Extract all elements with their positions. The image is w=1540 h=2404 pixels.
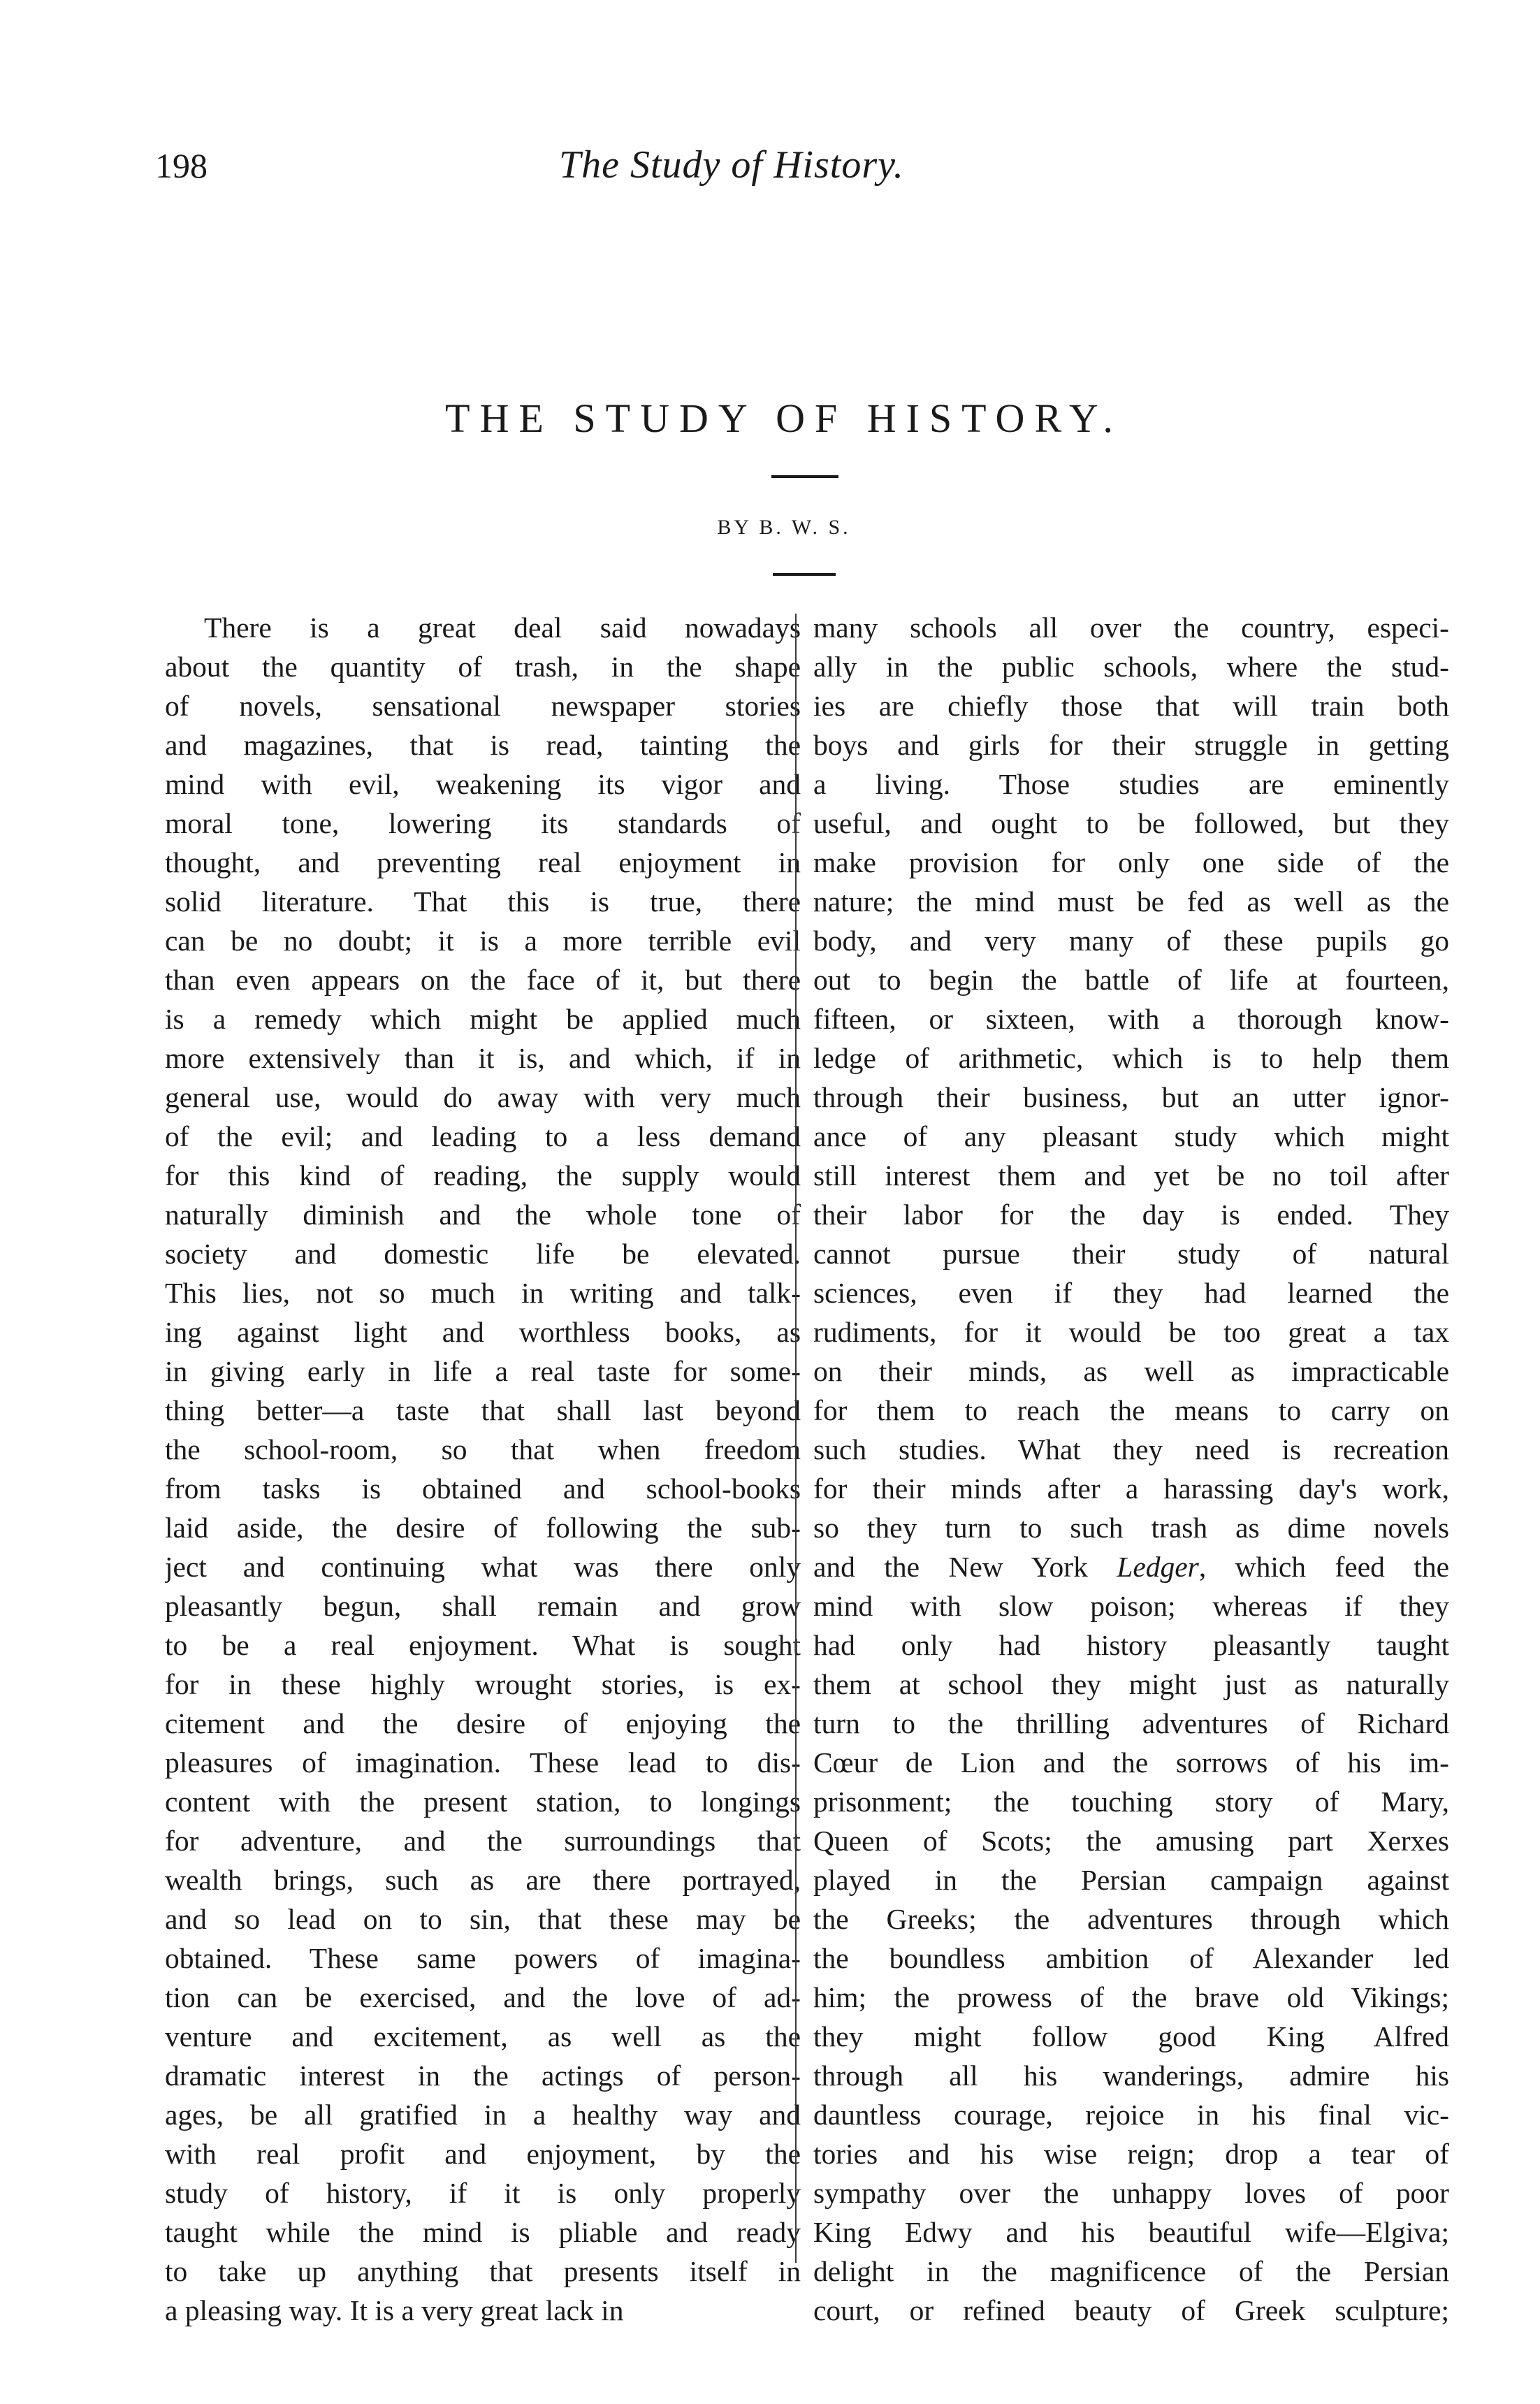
italic-title: Ledger [1117,1551,1199,1583]
left-column [165,608,801,2326]
text-line: the boundless ambition of Alexander led [813,1942,1449,1974]
text-line: moral tone, lowering its standards of [165,807,801,839]
text-line: in giving early in life a real taste for some- [165,1355,801,1387]
text-line: than even appears on the face of it, but there [165,964,801,996]
text-line: ance of any pleasant study which might [813,1120,1449,1152]
text-line: to take up anything that presents itself in [165,2255,801,2287]
text-line: dauntless courage, rejoice in his final vic- [813,2099,1449,2131]
text-line: venture and excitement, as well as the [165,2020,801,2052]
right-column [813,608,1449,2326]
text-line: ages, be all gratified in a healthy way and [165,2099,801,2131]
text-line: the Greeks; the adventures through which [813,1903,1449,1935]
text-line: of novels, sensational newspaper stories [165,690,801,722]
text-line: ject and continuing what was there only [165,1551,801,1583]
text-line: had only had history pleasantly taught [813,1629,1449,1661]
text-line: him; the prowess of the brave old Vikings; [813,1981,1449,2013]
text-line: through their business, but an utter ignor- [813,1081,1449,1113]
title-rule [771,475,838,478]
text-line: taught while the mind is pliable and ready [165,2216,801,2248]
text-line: a living. Those studies are eminently [813,768,1449,800]
text-line: sciences, even if they had learned the [813,1277,1449,1309]
text-line: so they turn to such trash as dime novels [813,1512,1449,1544]
text-line: tories and his wise reign; drop a tear of [813,2138,1449,2170]
text-line: many schools all over the country, especi- [813,611,1449,644]
text-line: played in the Persian campaign against [813,1864,1449,1896]
text-line: mind with slow poison; whereas if they [813,1590,1449,1622]
text-line: King Edwy and his beautiful wife—Elgiva; [813,2216,1449,2248]
text-line: out to begin the battle of life at fourteen, [813,964,1449,996]
column-divider [795,614,797,2263]
text-line: delight in the magnificence of the Persian [813,2255,1449,2287]
text-line: citement and the desire of enjoying the [165,1707,801,1739]
text-line: them at school they might just as naturally [813,1668,1449,1700]
text-line: sympathy over the unhappy loves of poor [813,2177,1449,2209]
text-line: from tasks is obtained and school-books [165,1472,801,1505]
text-line: laid aside, the desire of following the sub- [165,1512,801,1544]
text-line: they might follow good King Alfred [813,2020,1449,2052]
text-line: obtained. These same powers of imagina- [165,1942,801,1974]
text-line: is a remedy which might be applied much [165,1003,801,1035]
text-line: thought, and preventing real enjoyment in [165,846,801,878]
text-line: ies are chiefly those that will train both [813,690,1449,722]
text-line: to be a real enjoyment. What is sought [165,1629,801,1661]
byline-rule [773,573,836,576]
text-line: prisonment; the touching story of Mary, [813,1786,1449,1818]
text-line: can be no doubt; it is a more terrible evil [165,925,801,957]
text-line: on their minds, as well as impracticable [813,1355,1449,1387]
text-line: pleasantly begun, shall remain and grow [165,1590,801,1622]
text-line: for adventure, and the surroundings that [165,1825,801,1857]
text-line: mind with evil, weakening its vigor and [165,768,801,800]
text-line: a pleasing way. It is a very great lack in [165,2294,624,2326]
text-line: ledge of arithmetic, which is to help them [813,1042,1449,1074]
text-line: cannot pursue their study of natural [813,1238,1449,1270]
text-line: nature; the mind must be fed as well as the [813,885,1449,918]
text-line: such studies. What they need is recreation [813,1433,1449,1465]
text-line: Cœur de Lion and the sorrows of his im- [813,1746,1449,1779]
text-line: wealth brings, such as are there portrayed, [165,1864,801,1896]
byline: BY B. W. S. [717,516,851,539]
text-line: ally in the public schools, where the stud- [813,651,1449,683]
text-fragment: and the New York [813,1551,1117,1583]
page-number: 198 [155,146,208,185]
text-line: naturally diminish and the whole tone of [165,1199,801,1231]
text-line: make provision for only one side of the [813,846,1449,878]
text-line: for their minds after a harassing day's work, [813,1472,1449,1505]
text-line: body, and very many of these pupils go [813,925,1449,957]
text-line: Queen of Scots; the amusing part Xerxes [813,1825,1449,1857]
text-line: through all his wanderings, admire his [813,2059,1449,2092]
text-line: their labor for the day is ended. They [813,1199,1449,1231]
text-line [813,1547,1449,1586]
text-line: the school-room, so that when freedom [165,1433,801,1465]
text-line: general use, would do away with very much [165,1081,801,1113]
text-line: pleasures of imagination. These lead to dis- [165,1746,801,1779]
text-line: with real profit and enjoyment, by the [165,2138,801,2170]
text-line: society and domestic life be elevated. [165,1238,801,1270]
text-line: There is a great deal said nowadays [204,611,801,644]
text-line: This lies, not so much in writing and talk- [165,1277,801,1309]
text-line: dramatic interest in the actings of person- [165,2059,801,2092]
text-fragment: , which feed the [1198,1551,1449,1583]
text-line: still interest them and yet be no toil after [813,1159,1449,1192]
text-line: of the evil; and leading to a less demand [165,1120,801,1152]
text-line: more extensively than it is, and which, if in [165,1042,801,1074]
text-line: for them to reach the means to carry on [813,1394,1449,1426]
text-line: about the quantity of trash, in the shape [165,651,801,683]
text-line: solid literature. That this is true, there [165,885,801,918]
text-line: tion can be exercised, and the love of ad- [165,1981,801,2013]
text-line: ing against light and worthless books, as [165,1316,801,1348]
text-line: useful, and ought to be followed, but they [813,807,1449,839]
text-line: for this kind of reading, the supply would [165,1159,801,1192]
text-line: court, or refined beauty of Greek sculpture; [813,2294,1449,2326]
text-line: rudiments, for it would be too great a tax [813,1316,1449,1348]
text-line: for in these highly wrought stories, is ex- [165,1668,801,1700]
text-line: thing better—a taste that shall last beyond [165,1394,801,1426]
running-title: The Study of History. [559,143,904,187]
article-title: THE STUDY OF HISTORY. [445,396,1123,441]
text-line: and so lead on to sin, that these may be [165,1903,801,1935]
text-line: content with the present station, to longings [165,1786,801,1818]
text-line: fifteen, or sixteen, with a thorough know- [813,1003,1449,1035]
text-line: and magazines, that is read, tainting the [165,729,801,761]
text-line: turn to the thrilling adventures of Richard [813,1707,1449,1739]
text-line: boys and girls for their struggle in getting [813,729,1449,761]
text-line: study of history, if it is only properly [165,2177,801,2209]
